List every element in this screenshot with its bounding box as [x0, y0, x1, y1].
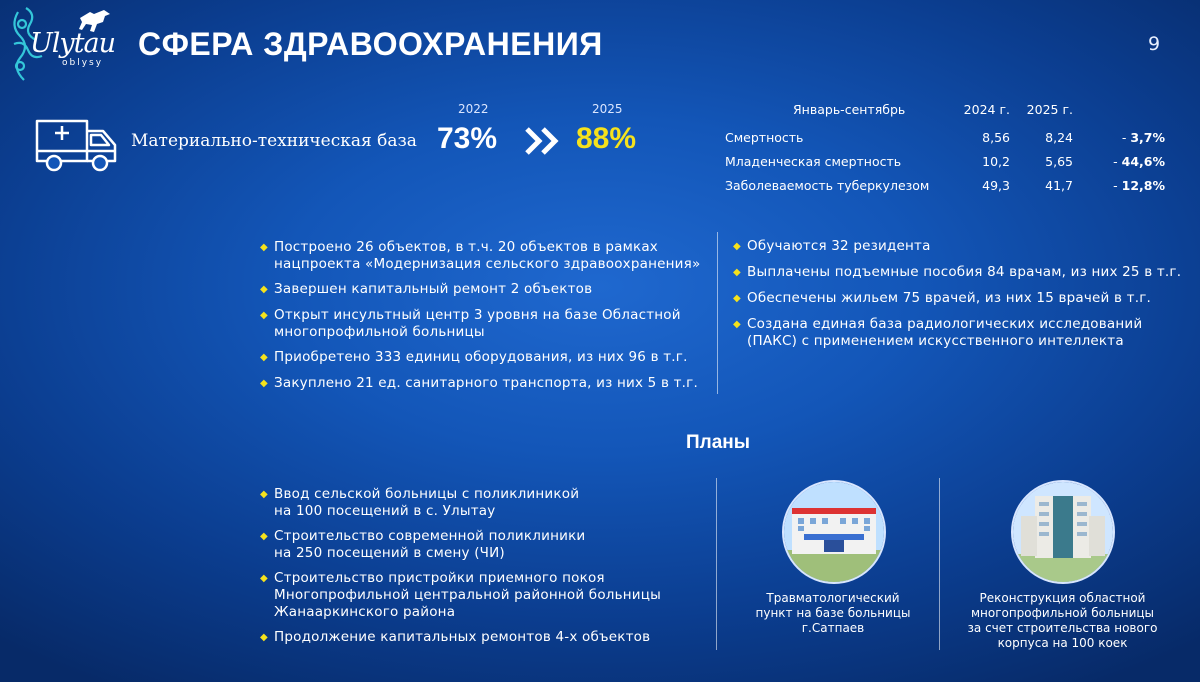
value-to: 88% — [576, 122, 637, 155]
stats-table — [725, 102, 1175, 202]
divider — [717, 232, 718, 394]
ambulance-icon — [34, 113, 118, 173]
list-item: ◆ Строительство пристройки приемного покоя Многопрофильной центральной районной больницы Жанааркинского района — [260, 570, 661, 621]
list-item: ◆ Создана единая база радиологических исследований (ПАКС) с применением искусственного интеллекта — [733, 316, 1142, 350]
stat-name: Смертность — [725, 130, 804, 145]
stats-header-period: Январь-сентябрь — [793, 102, 906, 117]
stats-header-2024: 2024 г. — [963, 102, 1010, 117]
stat-name: Заболеваемость туберкулезом — [725, 178, 930, 193]
stats-header-2025: 2025 г. — [1026, 102, 1073, 117]
hospital-reconstruction-image — [1011, 480, 1115, 584]
double-chevron-icon — [523, 125, 563, 157]
divider — [939, 478, 940, 650]
plans-heading: Планы — [686, 432, 750, 453]
page-title: СФЕРА ЗДРАВООХРАНЕНИЯ — [138, 26, 603, 62]
list-item: ◆ Обеспечены жильем 75 врачей, из них 15 врачей в т.г. — [733, 290, 1151, 307]
year-from: 2022 — [458, 102, 489, 116]
logo-word: Ulytau — [30, 28, 115, 59]
stat-2025: 41,7 — [1045, 178, 1073, 193]
stat-2024: 8,56 — [982, 130, 1010, 145]
list-item: ◆ Приобретено 333 единиц оборудования, из них 96 в т.г. — [260, 349, 688, 366]
year-to: 2025 — [592, 102, 623, 116]
logo-subtitle: oblysy — [62, 58, 104, 68]
stat-change: - 3,7% — [1121, 130, 1165, 145]
list-item: ◆ Закуплено 21 ед. санитарного транспорта, из них 5 в т.г. — [260, 375, 698, 392]
list-item: ◆ Завершен капитальный ремонт 2 объектов — [260, 281, 592, 298]
project-caption: Реконструкция областной многопрофильной больницы за счет строительства нового корпуса на 100 коек — [967, 591, 1158, 650]
project-caption: Травматологический пункт на базе больницы г.Сатпаев — [755, 591, 911, 635]
list-item: ◆ Продолжение капитальных ремонтов 4-х объектов — [260, 629, 650, 646]
list-item: ◆ Ввод сельской больницы с поликлиникой на 100 посещений в с. Улытау — [260, 486, 579, 520]
list-item: ◆ Открыт инсультный центр 3 уровня на базе Областной многопрофильной больницы — [260, 307, 681, 341]
stat-2025: 5,65 — [1045, 154, 1073, 169]
divider — [716, 478, 717, 650]
list-item: ◆ Выплачены подъемные пособия 84 врачам, из них 25 в т.г. — [733, 264, 1181, 281]
stat-2024: 10,2 — [982, 154, 1010, 169]
stat-name: Младенческая смертность — [725, 154, 902, 169]
trauma-center-image — [782, 480, 886, 584]
page-number: 9 — [1148, 33, 1161, 55]
stat-2024: 49,3 — [982, 178, 1010, 193]
list-item: ◆ Обучаются 32 резидента — [733, 238, 931, 255]
value-from: 73% — [437, 122, 498, 155]
list-item: ◆ Построено 26 объектов, в т.ч. 20 объектов в рамках нацпроекта «Модернизация сельского здравоохранения» — [260, 239, 700, 273]
list-item: ◆ Строительство современной поликлиники на 250 посещений в смену (ЧИ) — [260, 528, 585, 562]
stat-change: - 44,6% — [1113, 154, 1165, 169]
stat-2025: 8,24 — [1045, 130, 1073, 145]
mtb-label: Материально-техническая база — [131, 131, 417, 151]
stat-change: - 12,8% — [1113, 178, 1165, 193]
